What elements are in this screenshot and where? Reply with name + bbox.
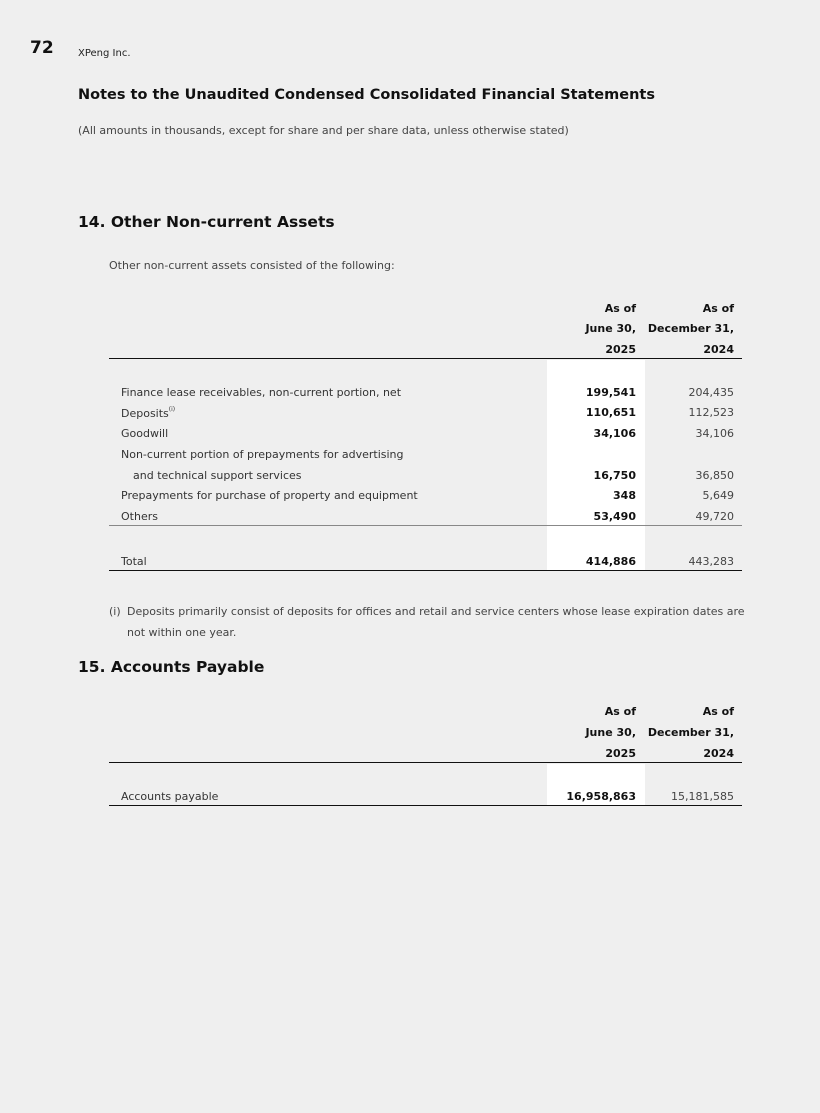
footnote-text: Deposits primarily consist of deposits for offices and retail and service centers whose lease expiration dates are not within one year. <box>127 605 745 639</box>
row-current-value: 199,541 <box>585 386 636 399</box>
row-label: Goodwill <box>121 427 169 440</box>
section-14-heading: 14. Other Non-current Assets <box>78 213 335 231</box>
row-current-value: 348 <box>613 489 636 502</box>
col-prior-line3: 2024 <box>703 343 734 356</box>
row-label <box>121 406 175 420</box>
footnote <box>109 601 749 643</box>
footnote-mark: (i) <box>109 605 121 618</box>
row-prior-value: 15,181,585 <box>671 790 734 803</box>
header-rule <box>109 762 742 763</box>
row-current-value: 53,490 <box>593 510 636 523</box>
total-prior-value: 443,283 <box>688 555 734 568</box>
row-label: Accounts payable <box>121 790 219 803</box>
row-label: Finance lease receivables, non-current portion, net <box>121 386 402 399</box>
row-current-value: 16,958,863 <box>566 790 636 803</box>
col-current-line2: June 30, <box>585 726 636 739</box>
col-prior-line2: December 31, <box>647 726 734 739</box>
row-prior-value: 112,523 <box>688 406 734 419</box>
footnote-ref: (i) <box>168 406 176 413</box>
row-label: Others <box>121 510 158 523</box>
row-label: Non-current portion of prepayments for advertising <box>121 448 404 461</box>
company-name: XPeng Inc. <box>78 48 131 59</box>
col-current-line2: June 30, <box>585 322 636 335</box>
header-rule <box>109 358 742 359</box>
page-subtitle: (All amounts in thousands, except for share and per share data, unless otherwise stated) <box>78 124 569 137</box>
col-current-line3: 2025 <box>605 343 636 356</box>
col-prior-line1: As of <box>702 302 734 315</box>
total-label: Total <box>121 555 147 568</box>
row-current-value: 110,651 <box>585 406 636 419</box>
col-current-line1: As of <box>604 705 636 718</box>
row-current-value: 34,106 <box>593 427 636 440</box>
page-title: Notes to the Unaudited Condensed Consolidated Financial Statements <box>78 87 655 103</box>
row-prior-value: 5,649 <box>702 489 734 502</box>
row-label-text: Deposits <box>121 407 169 420</box>
col-prior-line3: 2024 <box>703 747 734 760</box>
col-current-line3: 2025 <box>605 747 636 760</box>
row-prior-value: 34,106 <box>695 427 734 440</box>
total-rule <box>109 805 742 806</box>
section-14-intro: Other non-current assets consisted of the following: <box>109 259 395 272</box>
row-prior-value: 204,435 <box>688 386 734 399</box>
section-15-heading: 15. Accounts Payable <box>78 658 265 676</box>
total-rule <box>109 570 742 571</box>
row-current-value: 16,750 <box>593 469 636 482</box>
row-label: and technical support services <box>133 469 302 482</box>
row-prior-value: 36,850 <box>695 469 734 482</box>
subtotal-rule <box>109 525 742 526</box>
page-number: 72 <box>30 38 54 58</box>
row-label: Prepayments for purchase of property and equipment <box>121 489 418 502</box>
total-current-value: 414,886 <box>585 555 636 568</box>
col-current-line1: As of <box>604 302 636 315</box>
row-prior-value: 49,720 <box>695 510 734 523</box>
col-prior-line1: As of <box>702 705 734 718</box>
col-prior-line2: December 31, <box>647 322 734 335</box>
